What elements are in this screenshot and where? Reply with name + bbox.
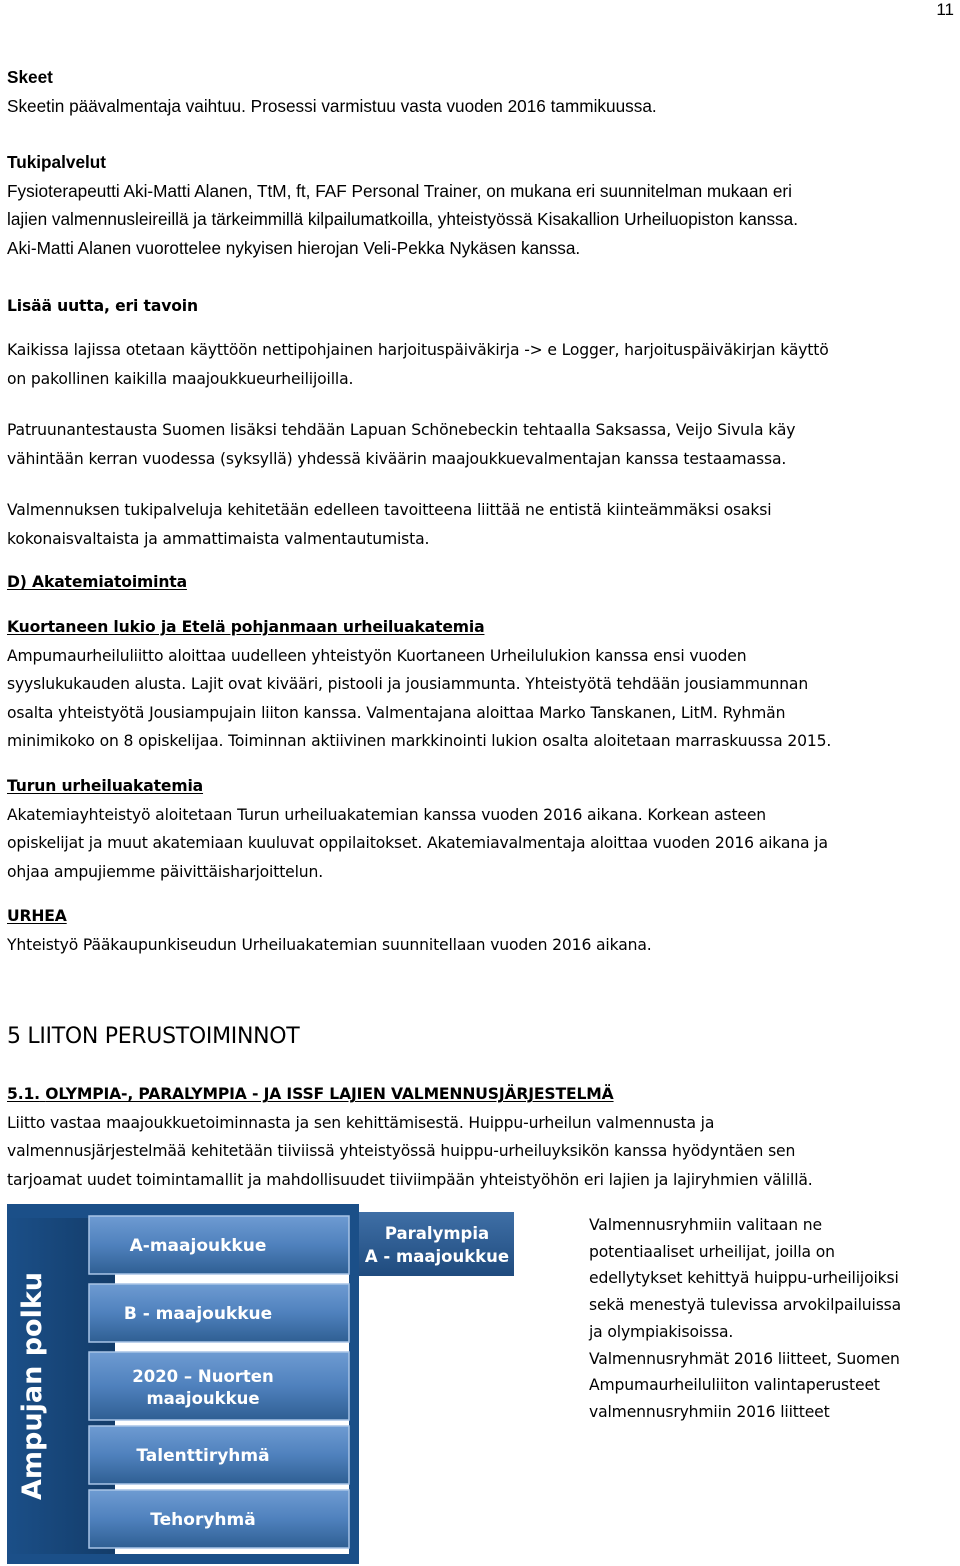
- section-5-1-title: OLYMPIA-, PARALYMPIA - JA ISSF LAJIEN VALMENNUSJÄRJESTELMÄ: [45, 1085, 614, 1103]
- kuortane-line: Ampumaurheiluliitto aloittaa uudelleen yhteistyön Kuortaneen Urheilulukion kanssa ensi vuoden: [7, 646, 747, 665]
- lisaa-paragraph-3: [7, 496, 957, 553]
- level-a: [89, 1216, 349, 1274]
- tukipalvelut-line: Fysioterapeutti Aki-Matti Alanen, TtM, ft, FAF Personal Trainer, on mukana eri suunnitelman mukaan eri: [7, 180, 792, 201]
- tukipalvelut-section: [7, 148, 957, 262]
- level-label: Talenttiryhmä: [136, 1446, 270, 1466]
- paralympia-box: [359, 1212, 514, 1276]
- athlete-path-diagram: [7, 1204, 575, 1564]
- urhea-text: Yhteistyö Pääkaupunkiseudun Urheiluakatemian suunnitellaan vuoden 2016 aikana.: [7, 935, 652, 954]
- akatemia-heading: D) Akatemiatoiminta: [7, 573, 187, 591]
- kuortane-line: syyslukukauden alusta. Lajit ovat kivääri, pistooli ja jousiammunta. Yhteistyötä tehdään jousiammunnan: [7, 675, 809, 693]
- section-5-heading: 5 LIITON PERUSTOIMINNOT: [7, 1024, 300, 1049]
- paragraph-line: Patruunantestausta Suomen lisäksi tehdään Lapuan Schönebeckin tehtaalla Saksassa, Veijo Sivula käy: [7, 421, 796, 439]
- level-2020: [89, 1352, 349, 1420]
- paragraph-line: vähintään kerran vuodessa (syksyllä) yhdessä kiväärin maajoukkuevalmentajan kanssa testaamassa.: [7, 449, 787, 468]
- turku-line: opiskelijat ja muut akatemiaan kuuluvat oppilaitokset. Akatemiavalmentaja aloittaa vuoden 2016 aikana ja: [7, 834, 828, 852]
- diagram-frame-bottom: [7, 1554, 359, 1564]
- side-text-line: potentiaaliset urheilijat, joilla on: [589, 1242, 835, 1261]
- skeet-text: Skeetin päävalmentaja vaihtuu. Prosessi varmistuu vasta vuoden 2016 tammikuussa.: [7, 95, 657, 116]
- level-label: 2020 – Nuorten: [132, 1367, 274, 1386]
- side-text-line: Ampumaurheiluliiton valintaperusteet: [589, 1376, 880, 1395]
- page-number: 11: [936, 0, 954, 19]
- lisaa-heading: Lisää uutta, eri tavoin: [7, 297, 198, 315]
- lisaa-paragraph-2: [7, 416, 957, 473]
- turku-section: [7, 772, 957, 886]
- tukipalvelut-line: lajien valmennusleireillä ja tärkeimmillä kilpailumatkoilla, yhteistyössä Kisakallion Urheiluopiston kanssa.: [7, 209, 798, 229]
- paragraph-line: kokonaisvaltaista ja ammattimaista valmentautumista.: [7, 529, 430, 548]
- level-label: B - maajoukkue: [123, 1304, 273, 1324]
- diagram-frame-right: [349, 1204, 359, 1564]
- level-teho: [89, 1490, 349, 1548]
- level-label: maajoukkue: [146, 1389, 260, 1408]
- kuortane-section: [7, 613, 957, 756]
- diagram-side-text: [589, 1212, 957, 1426]
- section-5-1-line: tarjoamat uudet toimintamallit ja mahdollisuudet tiiviimpään yhteistyöhön eri lajien ja lajiryhmien välillä.: [7, 1170, 813, 1189]
- paragraph-line: Valmennuksen tukipalveluja kehitetään edelleen tavoitteena liittää ne entistä kiinteämmäksi osaksi: [7, 501, 772, 519]
- paralympia-label: A - maajoukkue: [364, 1247, 510, 1266]
- skeet-heading: Skeet: [7, 67, 53, 87]
- section-5-1-number: 5.1.: [7, 1085, 40, 1103]
- level-label: Tehoryhmä: [150, 1510, 256, 1530]
- level-label: A-maajoukkue: [129, 1236, 267, 1256]
- kuortane-line: osalta yhteistyötä Jousiampujain liiton kanssa. Valmentajana aloittaa Marko Tanskanen, LitM. Ryhmän: [7, 703, 786, 722]
- paralympia-label: Paralympia: [384, 1224, 490, 1243]
- level-b: [89, 1284, 349, 1342]
- side-text-line: edellytykset kehittyä huippu-urheilijoiksi: [589, 1269, 899, 1288]
- tukipalvelut-line: Aki-Matti Alanen vuorottelee nykyisen hierojan Veli-Pekka Nykäsen kanssa.: [7, 237, 581, 258]
- kuortane-line: minimikoko on 8 opiskelijaa. Toiminnan aktiivinen markkinointi lukion osalta aloitetaan marraskuussa 2015.: [7, 732, 832, 750]
- section-5-1: [7, 1080, 957, 1194]
- lisaa-paragraph-1: [7, 336, 957, 393]
- athlete-path-svg: [7, 1204, 575, 1564]
- side-text-line: Valmennusryhmät 2016 liitteet, Suomen: [589, 1349, 900, 1368]
- section-5-1-line: Liitto vastaa maajoukkuetoiminnasta ja sen kehittämisestä. Huippu-urheilun valmennusta ja: [7, 1113, 715, 1132]
- paragraph-line: on pakollinen kaikilla maajoukkueurheilijoilla.: [7, 369, 354, 388]
- kuortane-heading: Kuortaneen lukio ja Etelä pohjanmaan urheiluakatemia: [7, 618, 485, 636]
- side-text-line: sekä menestyä tulevissa arvokilpailuissa: [589, 1296, 902, 1315]
- level-talent: [89, 1426, 349, 1484]
- side-text-line: Valmennusryhmiin valitaan ne: [589, 1216, 822, 1234]
- paragraph-line: Kaikissa lajissa otetaan käyttöön nettipohjainen harjoituspäiväkirja -> e Logger, harjoituspäiväkirjan käyttö: [7, 341, 829, 359]
- urhea-heading: URHEA: [7, 907, 67, 925]
- tukipalvelut-heading: Tukipalvelut: [7, 152, 107, 172]
- turku-line: Akatemiayhteistyö aloitetaan Turun urheiluakatemian kanssa vuoden 2016 aikana. Korkean asteen: [7, 805, 767, 824]
- section-5-1-heading: [7, 1080, 957, 1109]
- turku-line: ohjaa ampujiemme päivittäisharjoittelun.: [7, 862, 324, 881]
- side-text-line: ja olympiakisoissa.: [589, 1322, 734, 1341]
- turku-heading: Turun urheiluakatemia: [7, 777, 204, 795]
- urhea-section: [7, 902, 957, 959]
- paralympia-rect: [359, 1212, 514, 1276]
- skeet-section: [7, 63, 957, 120]
- level-box: [89, 1352, 349, 1420]
- diagram-side-label: Ampujan polku: [17, 1272, 48, 1500]
- side-text-line: valmennusryhmiin 2016 liitteet: [589, 1402, 830, 1421]
- section-5-1-line: valmennusjärjestelmää kehitetään tiiviissä yhteistyössä huippu-urheiluyksikön kanssa hyödyntäen sen: [7, 1142, 796, 1160]
